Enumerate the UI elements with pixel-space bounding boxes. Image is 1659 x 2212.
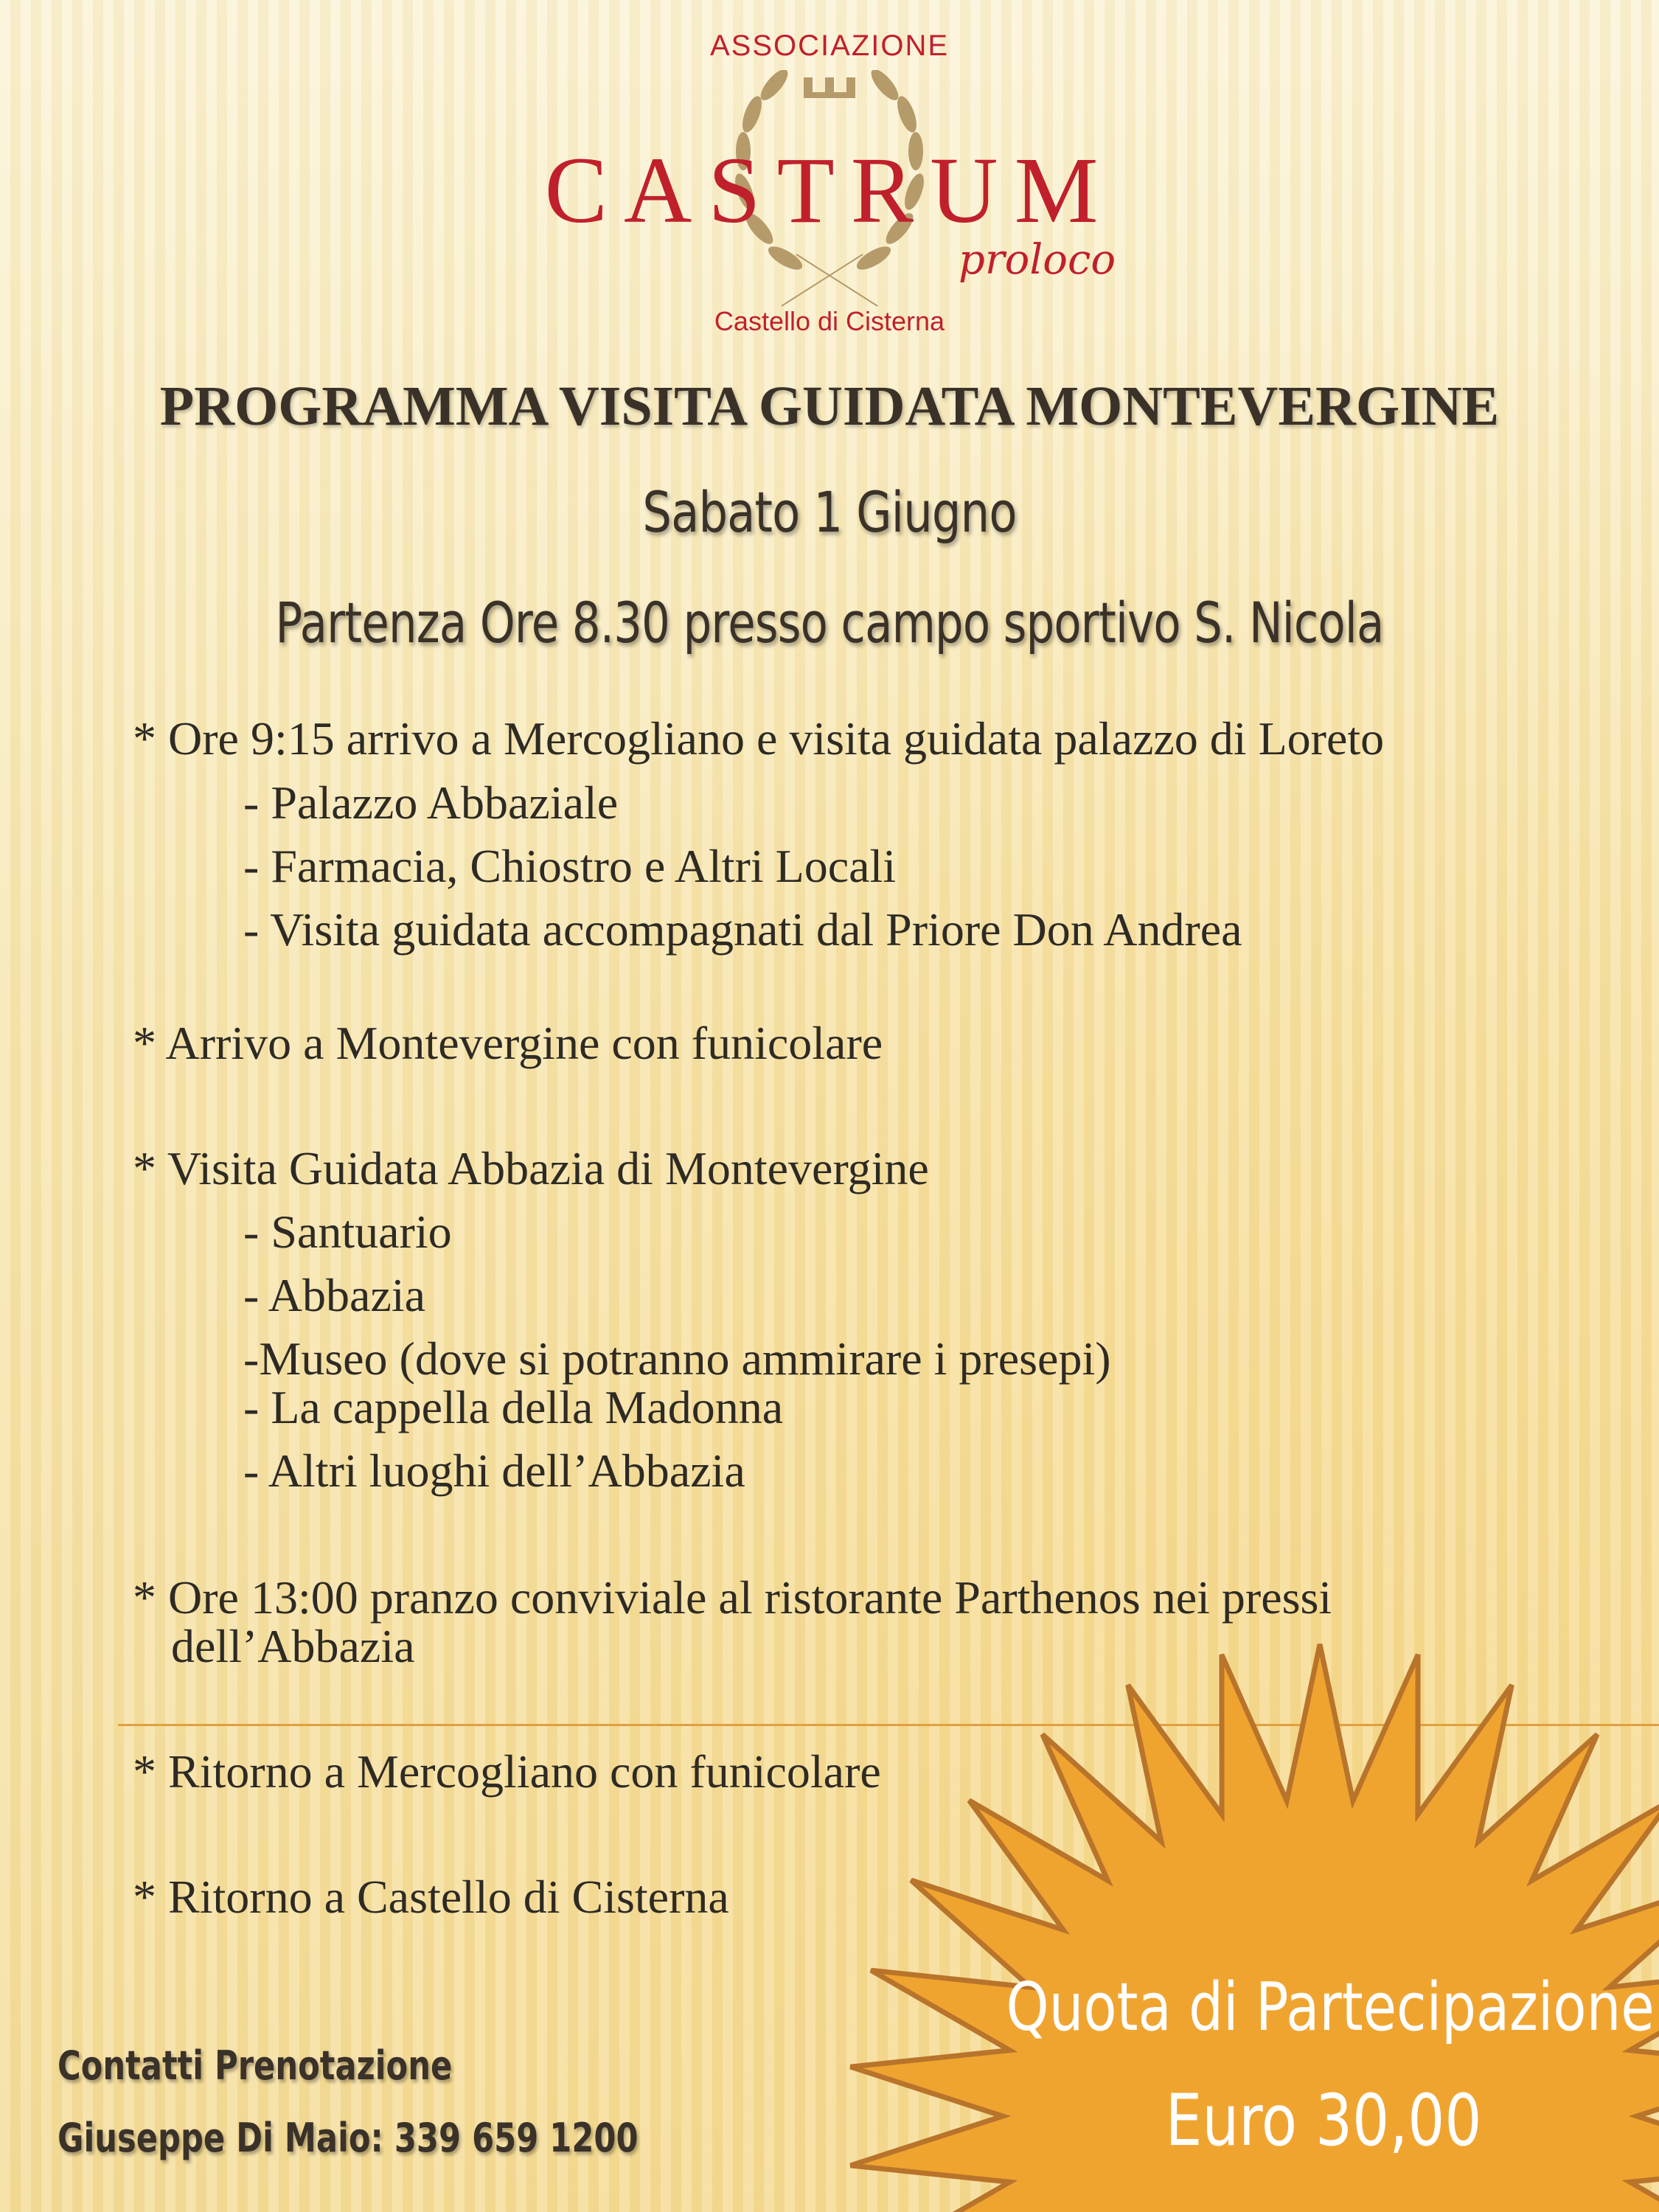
contacts-label: Contatti Prenotazione <box>58 2042 453 2089</box>
program-subitem: - Altri luoghi dell’Abbazia <box>243 1444 745 1497</box>
program-item: * Ritorno a Mercogliano con funicolare <box>133 1745 881 1798</box>
logo-name: CASTRUM <box>544 138 1115 243</box>
program-item: * Visita Guidata Abbazia di Montevergine <box>133 1142 929 1194</box>
contacts-person: Giuseppe Di Maio: 339 659 1200 <box>58 2115 639 2161</box>
program-subitem: - Santuario <box>243 1206 452 1258</box>
program-item-continuation: dell’Abbazia <box>171 1620 415 1672</box>
program-item: * Ritorno a Castello di Cisterna <box>133 1871 729 1923</box>
program-item: * Arrivo a Montevergine con funicolare <box>133 1017 883 1069</box>
program-item: * Ore 9:15 arrivo a Mercogliano e visita guidata palazzo di Loreto <box>133 712 1385 765</box>
logo-place: Castello di Cisterna <box>714 306 945 336</box>
program-subitem: - Abbazia <box>243 1269 425 1321</box>
departure-info: Partenza Ore 8.30 presso campo sportivo S. Nicola <box>275 590 1384 655</box>
logo-subtitle: proloco <box>959 236 1116 284</box>
event-date: Sabato 1 Giugno <box>642 479 1017 545</box>
program-subitem: - Visita guidata accompagnati dal Priore Don Andrea <box>243 903 1242 956</box>
logo-association-label: ASSOCIAZIONE <box>709 29 950 62</box>
page-title: PROGRAMMA VISITA GUIDATA MONTEVERGINE <box>159 375 1500 437</box>
quota-label: Quota di Partecipazione <box>1006 1969 1655 2046</box>
program-subitem: -Museo (dove si potranno ammirare i presepi) <box>243 1332 1111 1385</box>
program-subitem: - Palazzo Abbaziale <box>243 776 619 829</box>
program-subitem: - Farmacia, Chiostro e Altri Locali <box>243 840 897 892</box>
quota-price: Euro 30,00 <box>1165 2079 1482 2162</box>
program-subitem: - La cappella della Madonna <box>243 1381 784 1433</box>
program-item: * Ore 13:00 pranzo conviviale al ristorante Parthenos nei pressi <box>133 1571 1332 1624</box>
